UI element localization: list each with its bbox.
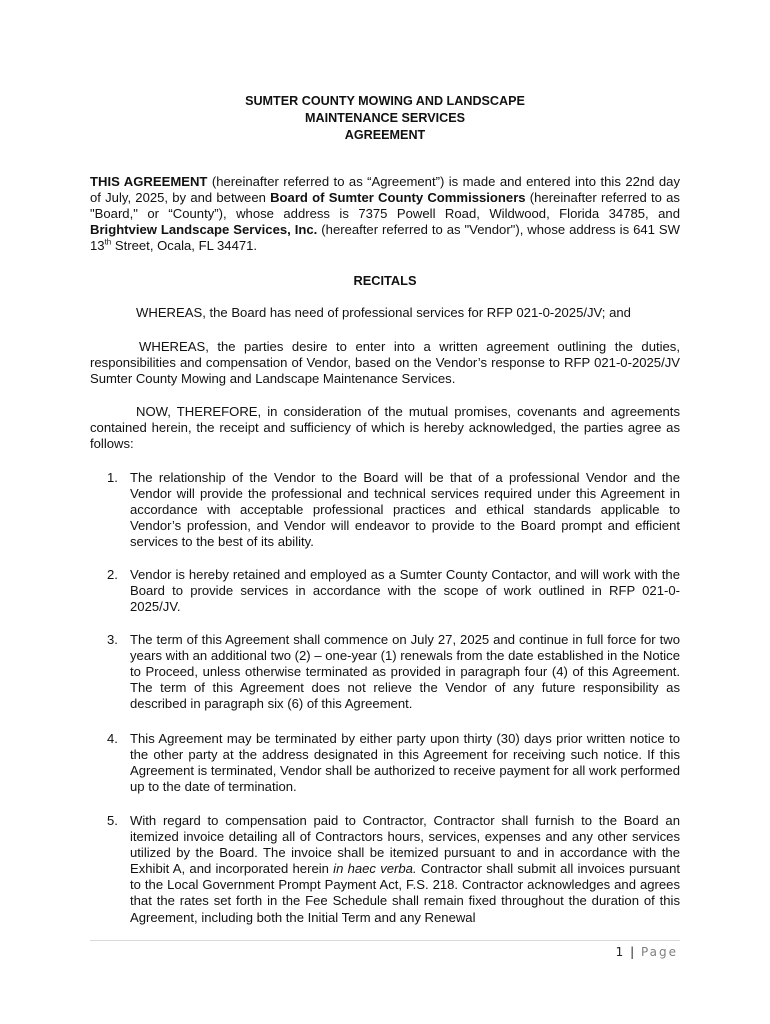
recitals-heading: RECITALS bbox=[353, 273, 417, 288]
title-line-1: SUMTER COUNTY MOWING AND LANDSCAPE bbox=[245, 94, 525, 108]
page-footer bbox=[616, 944, 678, 960]
whereas-paragraph-2: WHEREAS, the parties desire to enter into a written agreement outlining the duties, responsibilities and compensation of Vendor, based on the Vendor’s response to RFP 021-0-2025/JV Sumter County Mowing and Landscape Maintenance Services. bbox=[90, 339, 680, 387]
list-item-text: Vendor is hereby retained and employed as a Sumter County Contactor, and will work with the Board to provide services in accordance with the scope of work outlined in RFP 021-0-2025/JV. bbox=[130, 567, 680, 615]
intro-party-vendor: Brightview Landscape Services, Inc. bbox=[90, 222, 318, 238]
list-item-text bbox=[130, 813, 680, 926]
list-item-text: The relationship of the Vendor to the Board will be that of a professional Vendor and the Vendor will provide the professional and technical services required under this Agreement in accordance with acceptable professional practices and ethical standards applicable to Vendor’s profession, and Vendor will endeavor to provide to the Board prompt and efficient services to the best of its ability. bbox=[130, 470, 680, 550]
list-item-text-italic: in haec verba. bbox=[333, 861, 417, 877]
list-item-number: 5. bbox=[107, 813, 118, 828]
page-label: Page bbox=[640, 945, 678, 959]
intro-superscript: th bbox=[104, 238, 112, 248]
list-item-number: 3. bbox=[107, 632, 118, 647]
intro-lead: THIS AGREEMENT bbox=[90, 174, 208, 189]
list-item-text-part-b: Contractor shall submit all invoices pursuant to the Local Government Prompt Payment Act, F.S. 218. Contractor acknowledges and agrees that the rates set forth in the Fee Schedule shall remain fixed throughout the duration of this Agreement, including both the Initial Term and any Renewal bbox=[130, 861, 680, 925]
now-therefore-paragraph: NOW, THEREFORE, in consideration of the mutual promises, covenants and agreements contained herein, the receipt and sufficiency of which is hereby acknowledged, the parties agree as follows: bbox=[90, 404, 680, 452]
list-item-number: 4. bbox=[107, 731, 118, 746]
page-number: 1 bbox=[615, 945, 624, 959]
intro-text-1: (hereinafter referred to as “Agreement”) is made and entered into this 22nd day of July, 2025, by and between bbox=[90, 174, 680, 206]
list-item-text: The term of this Agreement shall commence on July 27, 2025 and continue in full force for two years with an additional two (2) – one-year (1) renewals from the date established in the Notice to Proceed, unless otherwise terminated as provided in paragraph four (4) of this Agreement. The term of this Agreement does not relieve the Vendor of any future responsibility as described in paragraph six (6) of this Agreement. bbox=[130, 632, 680, 712]
intro-party-board: Board of Sumter County Commissioners bbox=[270, 190, 526, 206]
list-item-number: 2. bbox=[107, 567, 118, 582]
footer-divider bbox=[90, 940, 680, 941]
intro-paragraph bbox=[90, 174, 680, 254]
list-item-number: 1. bbox=[107, 470, 118, 485]
intro-text-3: (hereafter referred to as "Vendor"), whose address is 641 SW 13 bbox=[90, 222, 680, 254]
document-title bbox=[90, 93, 680, 144]
intro-text-4: Street, Ocala, FL 34471. bbox=[111, 238, 258, 254]
page-separator: | bbox=[630, 945, 635, 959]
whereas-paragraph-1: WHEREAS, the Board has need of professional services for RFP 021-0-2025/JV; and bbox=[136, 305, 631, 320]
list-item-text: This Agreement may be terminated by either party upon thirty (30) days prior written notice to the other party at the address designated in this Agreement for receiving such notice. If this Agreement is terminated, Vendor shall be authorized to receive payment for all work performed up to the date of termination. bbox=[130, 731, 680, 795]
intro-text-2: (hereinafter referred to as "Board," or “County”), whose address is 7375 Powell Road, Wildwood, Florida 34785, and bbox=[90, 190, 680, 222]
list-item-text-part-a: With regard to compensation paid to Contractor, Contractor shall furnish to the Board an itemized invoice detailing all of Contractors hours, services, expenses and any other services utilized by the Board. The invoice shall be itemized pursuant to and in accordance with the Exhibit A, and incorporated herein bbox=[130, 813, 680, 877]
title-line-2: MAINTENANCE SERVICES bbox=[304, 111, 465, 125]
title-line-3: AGREEMENT bbox=[344, 128, 426, 142]
